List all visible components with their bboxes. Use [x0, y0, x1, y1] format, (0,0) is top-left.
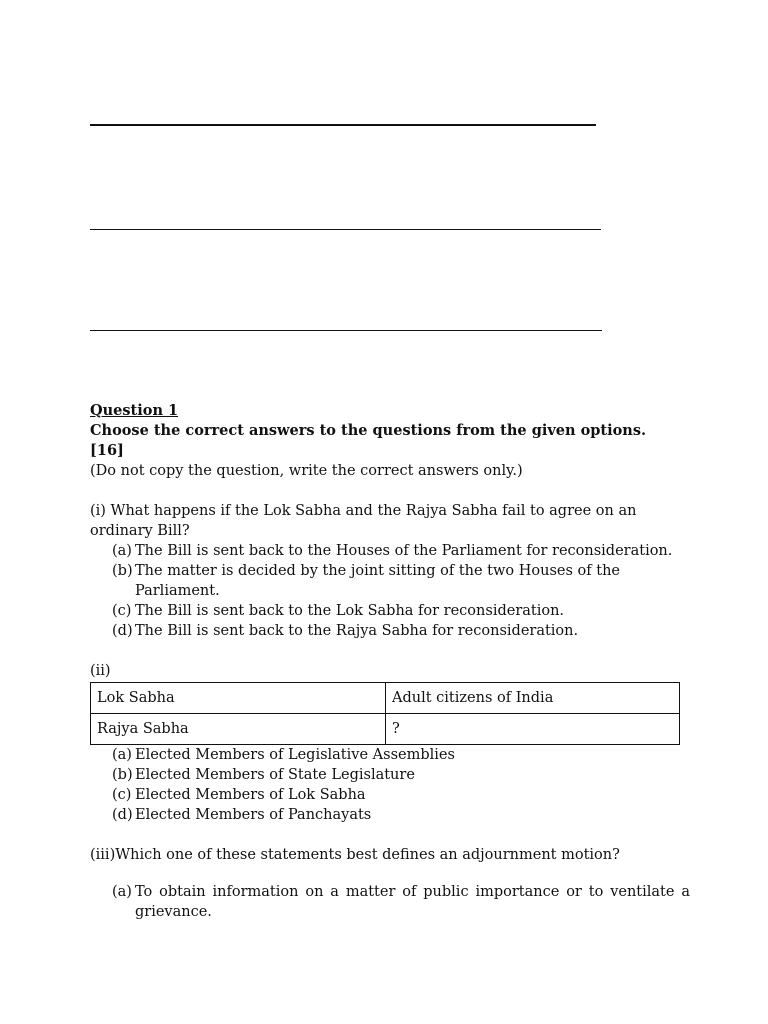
- question-title: Question 1: [90, 402, 179, 419]
- option-text: Elected Members of Legislative Assemblies: [135, 747, 455, 763]
- question-ii-option-a: [90, 745, 690, 765]
- question-ii-option-d: [90, 805, 690, 825]
- match-table: [90, 682, 680, 745]
- question-marks: [16]: [90, 442, 124, 459]
- option-text: The matter is decided by the joint sitting of the two Houses of the Parliament.: [135, 563, 620, 599]
- question-ii-text: (ii): [90, 663, 111, 679]
- table-row: [91, 714, 680, 745]
- question-instruction: Choose the correct answers to the questions from the given options.: [90, 422, 647, 439]
- option-label: (d): [112, 807, 133, 823]
- question-i-text: (i) What happens if the Lok Sabha and the Rajya Sabha fail to agree on an ordinary Bill?: [90, 503, 637, 539]
- option-label: (b): [112, 563, 133, 579]
- option-text: The Bill is sent back to the Lok Sabha for reconsideration.: [135, 603, 565, 619]
- table-cell: ?: [386, 714, 680, 745]
- table-row: [91, 683, 680, 714]
- question-i-option-b: [90, 561, 690, 601]
- option-text: Elected Members of Lok Sabha: [135, 787, 366, 803]
- question-i-option-d: [90, 621, 690, 641]
- table-cell: Adult citizens of India: [386, 683, 680, 714]
- table-cell: Rajya Sabha: [91, 714, 386, 745]
- option-text: Elected Members of State Legislature: [135, 767, 415, 783]
- question-iii-option-a: [90, 882, 690, 922]
- question-content: [90, 401, 690, 922]
- option-label: (c): [112, 787, 132, 803]
- table-cell: Lok Sabha: [91, 683, 386, 714]
- header-line-1: [90, 124, 596, 126]
- question-ii-option-c: [90, 785, 690, 805]
- question-ii-option-b: [90, 765, 690, 785]
- option-label: (d): [112, 623, 133, 639]
- option-label: (a): [112, 747, 132, 763]
- question-iii-text: (iii)Which one of these statements best defines an adjournment motion?: [90, 847, 620, 863]
- option-label: (b): [112, 767, 133, 783]
- question-i-option-a: [90, 541, 690, 561]
- header-line-3: [90, 330, 602, 331]
- question-i-option-c: [90, 601, 690, 621]
- question-note: (Do not copy the question, write the correct answers only.): [90, 463, 523, 479]
- option-text: To obtain information on a matter of public importance or to ventilate a grievance.: [135, 884, 690, 920]
- option-label: (c): [112, 603, 132, 619]
- option-text: Elected Members of Panchayats: [135, 807, 372, 823]
- option-text: The Bill is sent back to the Rajya Sabha for reconsideration.: [135, 623, 579, 639]
- option-label: (a): [112, 543, 132, 559]
- header-line-2: [90, 229, 601, 230]
- option-text: The Bill is sent back to the Houses of the Parliament for reconsideration.: [135, 543, 673, 559]
- option-label: (a): [112, 884, 132, 900]
